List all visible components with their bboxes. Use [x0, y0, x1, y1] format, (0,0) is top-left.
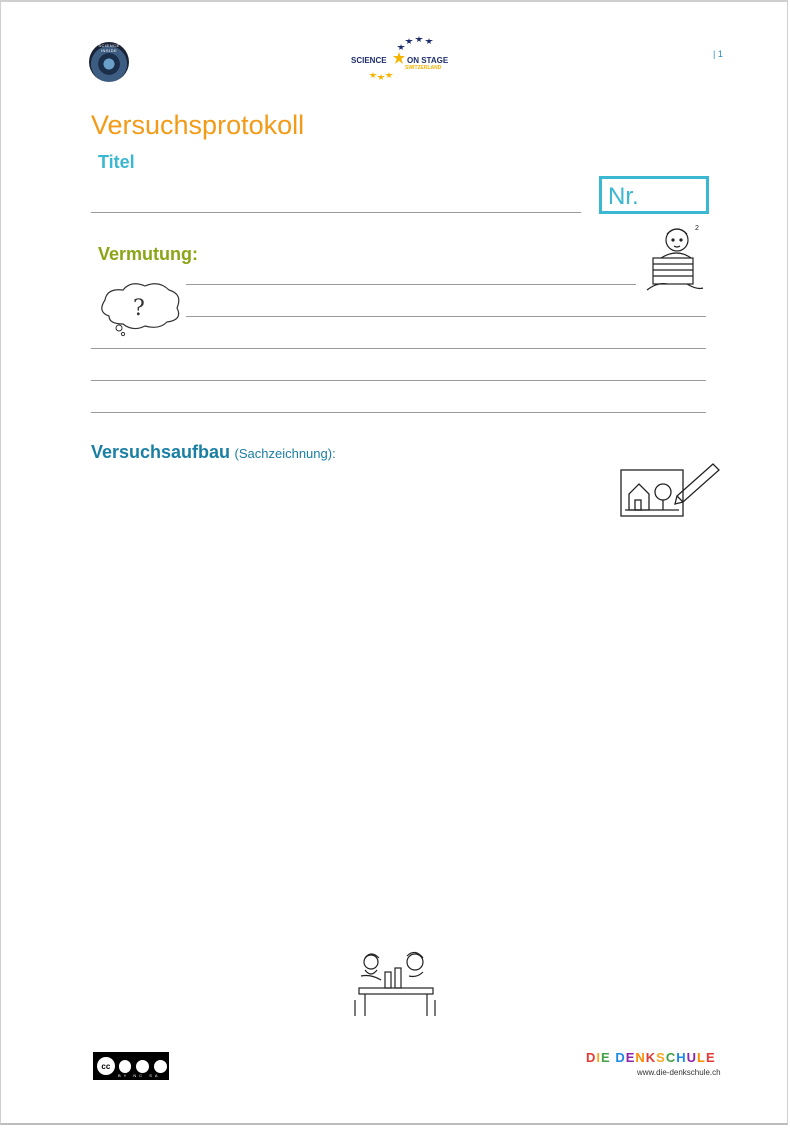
license-labels: BY NC SA	[118, 1073, 161, 1078]
vermutung-line-1[interactable]	[186, 284, 636, 285]
title-write-line[interactable]	[91, 212, 581, 213]
thinking-student-icon	[637, 220, 709, 300]
vermutung-line-3[interactable]	[91, 348, 706, 349]
page-number: | 1	[713, 49, 723, 59]
versuchsaufbau-sub: (Sachzeichnung):	[234, 446, 336, 461]
sos-right-text: ON STAGE	[407, 56, 449, 65]
science-on-stage-logo	[339, 34, 449, 82]
document-title: Versuchsprotokoll	[91, 110, 305, 140]
vermutung-line-2[interactable]	[186, 316, 706, 317]
brand-letter: E	[705, 1050, 716, 1065]
brand-letter: D	[586, 1050, 597, 1065]
nr-field[interactable]	[599, 176, 709, 214]
brand-letter: K	[645, 1050, 657, 1065]
question-mark: ?	[133, 296, 145, 321]
sos-sub-text: SWITZERLAND	[405, 65, 442, 71]
brand-letter: C	[665, 1050, 677, 1065]
brand-letter: N	[635, 1050, 646, 1065]
science-inside-logo	[89, 42, 129, 82]
versuchsaufbau-heading	[91, 442, 336, 463]
die-denkschule-brand	[586, 1050, 716, 1065]
brand-letter: L	[697, 1050, 706, 1065]
titel-label: Titel	[98, 152, 135, 172]
brand-letter: S	[656, 1050, 666, 1065]
drawing-picture-icon	[617, 462, 721, 520]
brand-letter: U	[686, 1050, 697, 1065]
by-icon	[118, 1059, 133, 1074]
brand-letter: E	[601, 1050, 611, 1065]
brand-letter: I	[596, 1050, 602, 1065]
logo-text: SCIENCE INSIDE	[98, 43, 120, 53]
nr-label: Nr.	[608, 183, 639, 210]
sa-icon	[153, 1059, 168, 1074]
versuchsaufbau-label: Versuchsaufbau	[91, 442, 231, 462]
brand-url[interactable]: www.die-denkschule.ch	[637, 1068, 721, 1077]
vermutung-line-5[interactable]	[91, 412, 706, 413]
vermutung-label: Vermutung:	[98, 244, 199, 264]
svg-text:2: 2	[695, 225, 699, 232]
brand-letter: H	[676, 1050, 687, 1065]
vermutung-line-4[interactable]	[91, 380, 706, 381]
brand-letter: D	[615, 1050, 626, 1065]
sos-left-text: SCIENCE	[351, 56, 387, 65]
cc-icon: cc	[97, 1057, 115, 1075]
brand-letter: E	[625, 1050, 636, 1065]
creative-commons-badge	[93, 1052, 169, 1080]
nc-icon	[135, 1059, 150, 1074]
thought-cloud-icon	[95, 282, 185, 338]
students-experiment-icon	[351, 946, 441, 1020]
